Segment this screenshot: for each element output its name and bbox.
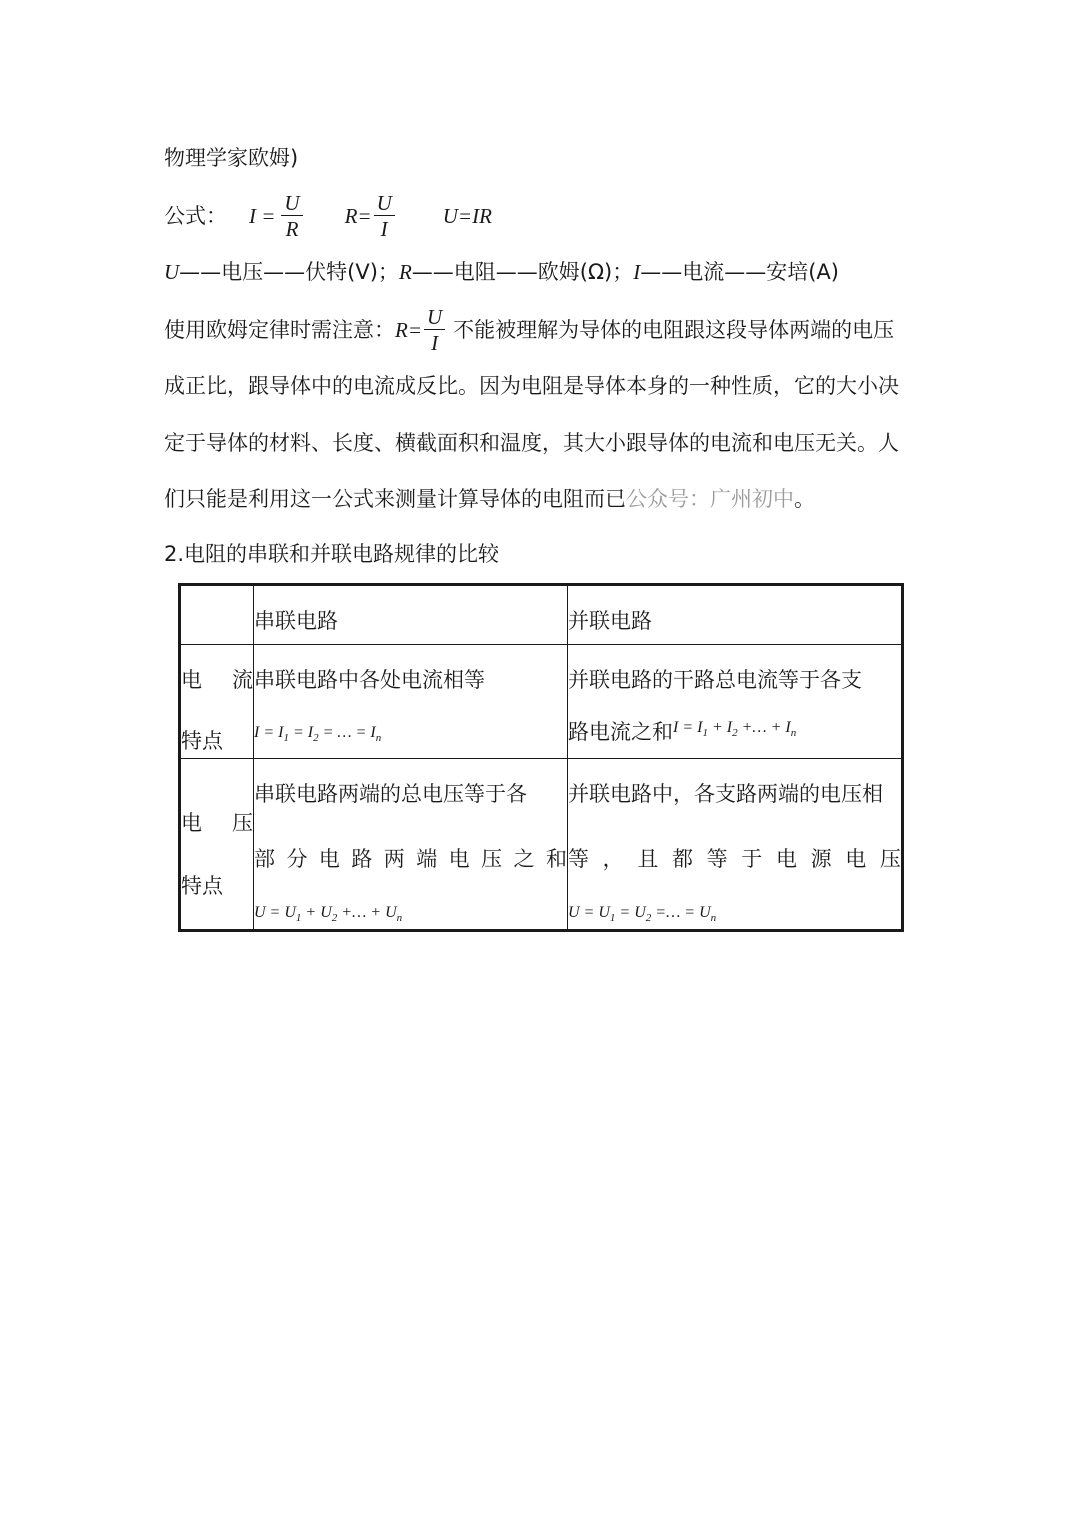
header-parallel-label: 并联电路	[568, 609, 652, 633]
section-2-title-text: 2.电阻的串联和并联电路规律的比较	[164, 542, 500, 566]
formula-1-numerator: U	[281, 192, 302, 216]
current-parallel-cell	[568, 645, 903, 759]
current-parallel-line2	[568, 694, 901, 746]
note-prefix: 使用欧姆定律时需注意：	[164, 317, 395, 342]
section-2-title	[164, 544, 499, 565]
note-formula-denominator: I	[431, 331, 439, 355]
note-formula-numerator: U	[424, 306, 445, 330]
current-series-cell	[254, 645, 568, 759]
voltage-series-cell	[254, 759, 568, 931]
formula-1-lhs: I =	[249, 203, 276, 228]
formula-3: U=IR	[442, 203, 492, 228]
voltage-series-formula: $U = U_1 + U_2$ +… + $U_n$	[254, 904, 403, 925]
units-line	[164, 262, 839, 283]
note-line-4	[164, 489, 815, 510]
voltage-parallel-cell	[568, 759, 903, 931]
table-row	[180, 645, 903, 759]
note-line-3-text: 定于导体的材料、长度、横截面积和温度，其大小跟导体的电流和电压无关。人	[164, 431, 899, 455]
current-parallel-formula: I = I1 + I2 +… + In	[673, 719, 797, 740]
header-series-label: 串联电路	[254, 609, 338, 633]
note-line-2-text: 成正比，跟导体中的电流成反比。因为电阻是导体本身的一种性质，它的大小决	[164, 374, 899, 398]
formula-line	[164, 190, 492, 241]
table-header-row	[180, 585, 903, 645]
unit-u-text: ——电压——伏特(V)；	[179, 260, 399, 284]
note-formula-fraction	[424, 306, 445, 354]
note-rest-text: 不能被理解为导体的电阻跟这段导体两端的电压	[453, 317, 895, 342]
unit-u-symbol: U	[164, 260, 180, 284]
note-end-punct: 。	[794, 487, 815, 511]
current-parallel-line2-text: 路电流之和	[568, 720, 673, 744]
current-series-formula: $I = I_1 = I_2$ = … = $I_n$	[254, 724, 382, 745]
voltage-label-line1	[181, 759, 253, 837]
voltage-label-char-2: 压	[232, 811, 253, 835]
formula-2-lhs: R=	[344, 203, 372, 228]
voltage-parallel-formula: $U = U_1 = U_2$ =… = $U_n$	[568, 904, 717, 925]
unit-r-symbol: R	[398, 260, 412, 284]
watermark-text: 公众号：广州初中	[626, 487, 794, 511]
note-formula-lhs: R=	[395, 317, 422, 342]
paragraph-intro-end	[164, 148, 298, 169]
voltage-parallel-line1: 并联电路中，各支路两端的电压相	[568, 782, 883, 806]
voltage-series-line1: 串联电路两端的总电压等于各	[254, 782, 527, 806]
table-row	[180, 759, 903, 931]
unit-r-text: ——电阻——欧姆(Ω)；	[411, 260, 634, 284]
note-line-4-text: 们只能是利用这一公式来测量计算导体的电阻而已	[164, 487, 626, 511]
voltage-label-cell	[180, 759, 254, 931]
current-label-line2: 特点	[181, 729, 223, 753]
current-label-line1	[181, 645, 253, 694]
voltage-label-char-1: 电	[181, 811, 202, 835]
header-series-cell	[254, 585, 568, 645]
unit-i-symbol: I	[633, 260, 641, 284]
note-line-2	[164, 376, 899, 397]
formula-1-fraction	[281, 192, 302, 240]
formula-label: 公式：	[164, 203, 227, 228]
formula-1-denominator: R	[285, 217, 299, 241]
current-label-char-1: 电	[181, 668, 202, 692]
voltage-label-line2: 特点	[181, 874, 223, 898]
current-parallel-line1: 并联电路的干路总电流等于各支	[568, 668, 862, 692]
current-label-cell	[180, 645, 254, 759]
formula-2-fraction	[374, 192, 395, 240]
note-line-1	[164, 306, 894, 354]
header-blank-cell	[180, 585, 254, 645]
voltage-series-line2: 部 分 电 路 两 端 电 压 之 和	[254, 847, 567, 871]
current-label-char-2: 流	[232, 668, 253, 692]
unit-i-text: ——电流——安培(A)	[640, 260, 839, 284]
comparison-table	[178, 583, 904, 932]
formula-2-denominator: I	[380, 217, 388, 241]
intro-end-text: 物理学家欧姆)	[164, 146, 299, 170]
header-parallel-cell	[568, 585, 903, 645]
formula-2-numerator: U	[374, 192, 395, 216]
current-series-text: 串联电路中各处电流相等	[254, 668, 485, 692]
voltage-parallel-line2: 等 ， 且 都 等 于 电 源 电 压	[568, 847, 901, 871]
note-line-3	[164, 433, 899, 454]
